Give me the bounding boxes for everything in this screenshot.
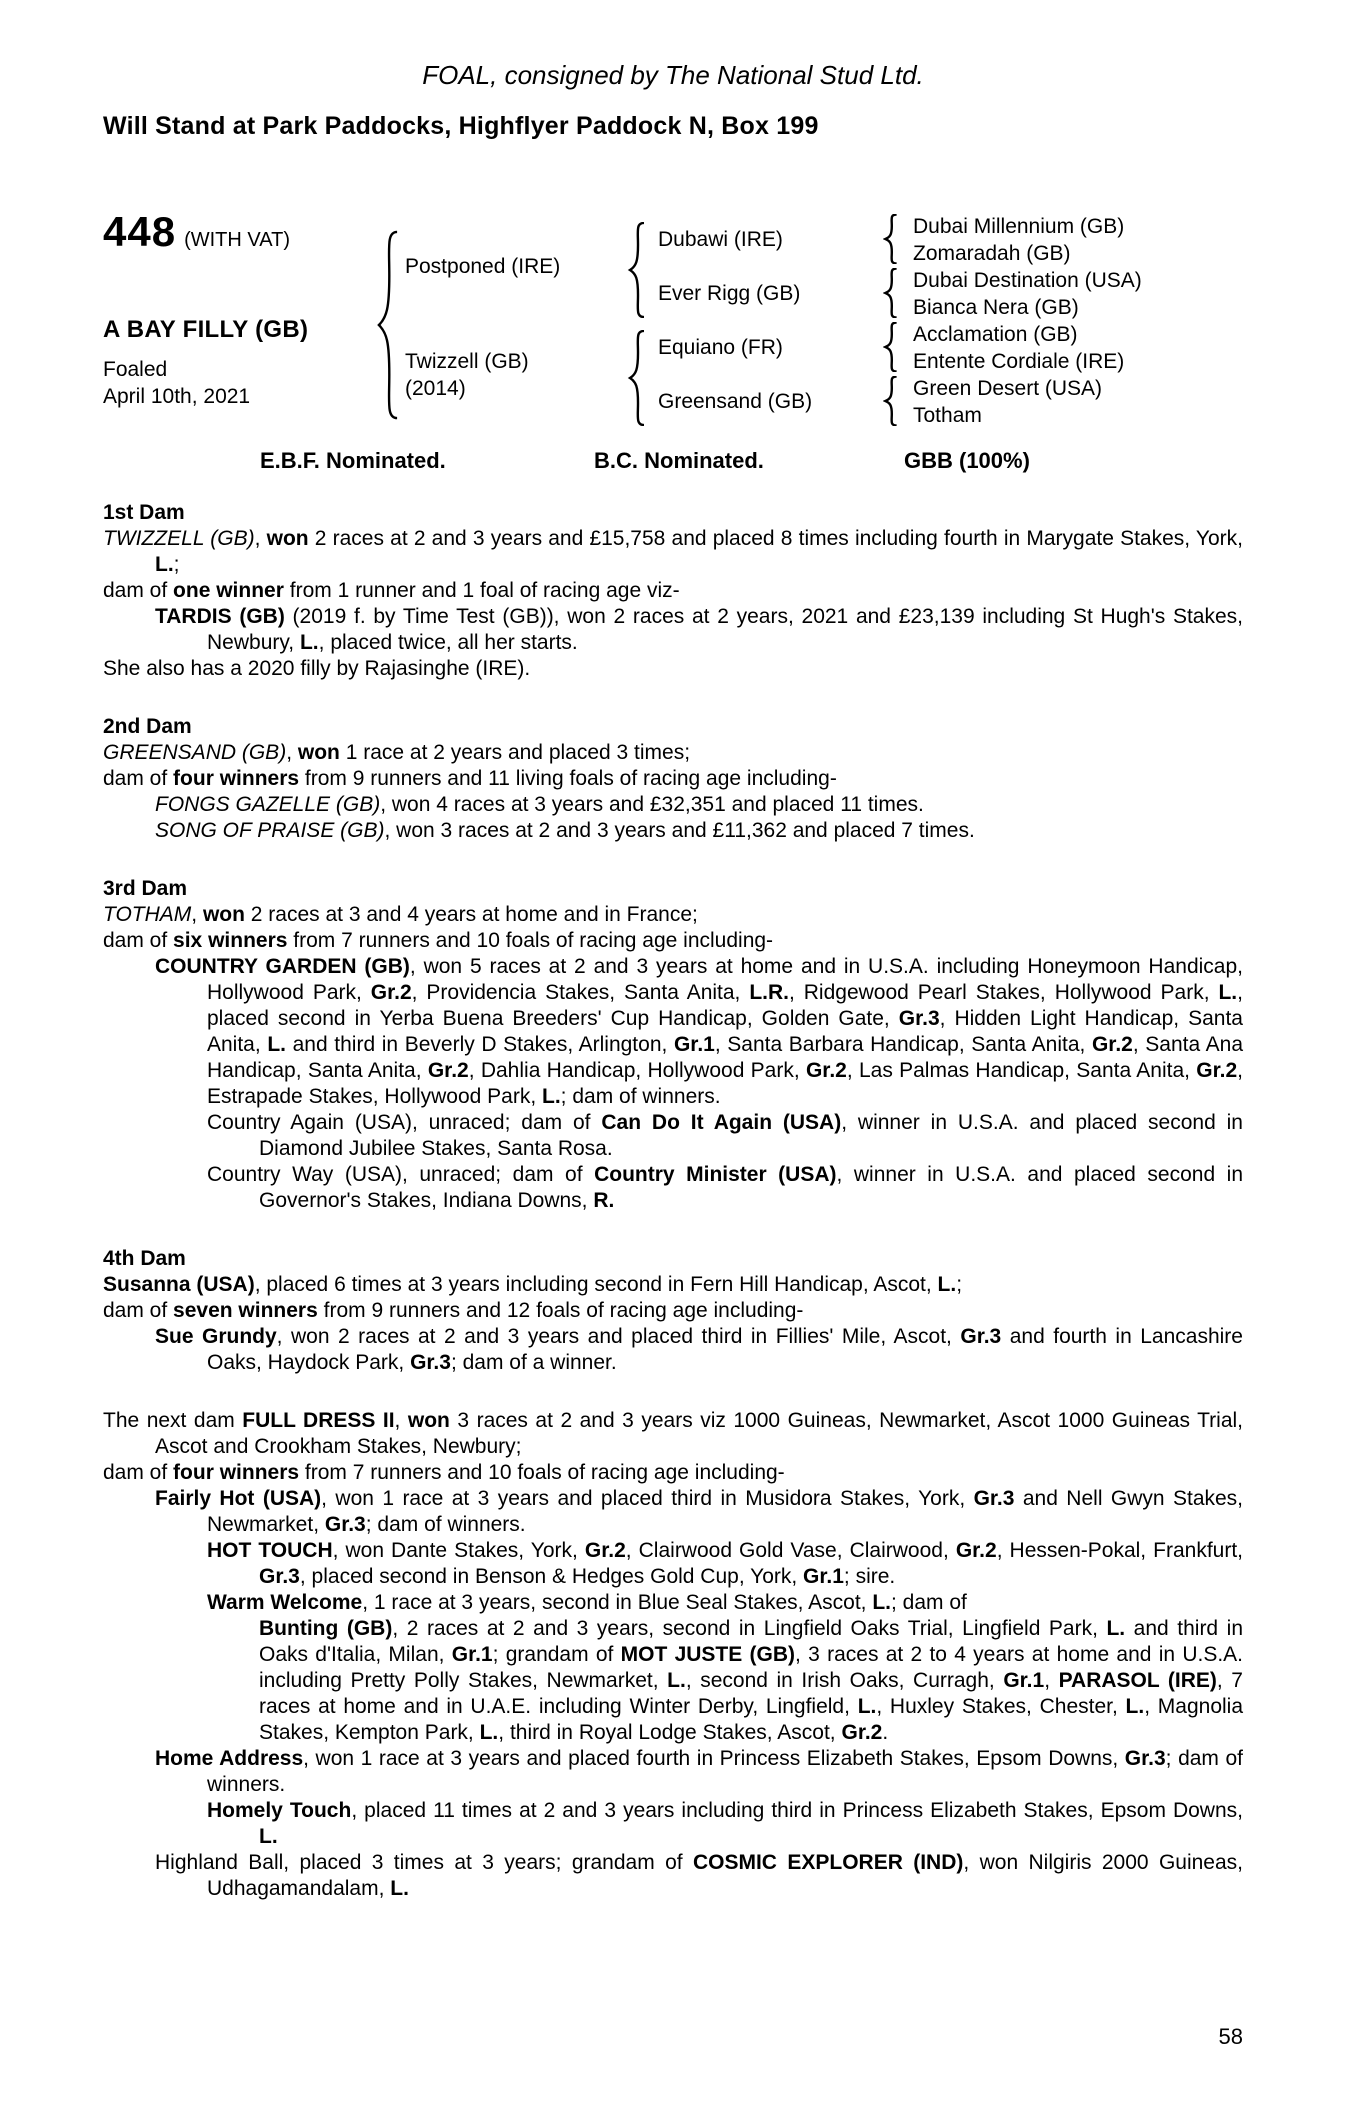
text-run: 2 races at 2 and 3 years and £15,758 and placed 8 times including fourth in Marygate Stakes, York, bbox=[308, 527, 1243, 550]
text-run: , placed 6 times at 3 years including second in Fern Hill Handicap, Ascot, bbox=[254, 1273, 938, 1296]
text-run: , Magnolia Stakes, Kempton Park, bbox=[259, 1695, 1244, 1744]
pedigree-paragraph bbox=[103, 1110, 1243, 1162]
pedigree-brace bbox=[883, 376, 899, 426]
text-run: Gr.3 bbox=[898, 1007, 940, 1030]
text-run: won bbox=[202, 903, 245, 926]
text-run: 2 races at 3 and 4 years at home and in France; bbox=[244, 903, 698, 926]
text-run: , won 5 races at 2 and 3 years at home and in U.S.A. including Honeymoon Handicap, Hollywood Park, bbox=[207, 955, 1243, 1004]
text-run: L. bbox=[872, 1591, 892, 1614]
text-run: , Dahlia Handicap, Hollywood Park, bbox=[468, 1059, 806, 1082]
pedigree-paragraph bbox=[103, 818, 1243, 844]
text-run: Gr.2 bbox=[427, 1059, 469, 1082]
text-run: and fourth in Lancashire Oaks, Haydock Park, bbox=[207, 1325, 1243, 1374]
dam-year: (2014) bbox=[405, 377, 466, 400]
text-run: , bbox=[1044, 1669, 1059, 1692]
text-run: 3 races at 2 and 3 years viz 1000 Guineas, Newmarket, Ascot 1000 Guineas Trial, Ascot and Crookham Stakes, Newbury; bbox=[155, 1409, 1243, 1458]
pedigree-brace bbox=[627, 222, 647, 318]
great-grandparent-name: Bianca Nera (GB) bbox=[913, 296, 1079, 319]
sire-name: Postponed (IRE) bbox=[405, 255, 561, 278]
text-run: Gr.3 bbox=[973, 1487, 1015, 1510]
text-run: TWIZZELL (GB) bbox=[103, 527, 255, 550]
text-run: , won Dante Stakes, York, bbox=[332, 1539, 585, 1562]
great-grandparent-name: Acclamation (GB) bbox=[913, 323, 1078, 346]
text-run: , Providencia Stakes, Santa Anita, bbox=[411, 981, 750, 1004]
text-run: L. bbox=[267, 1033, 286, 1056]
text-run: ; bbox=[173, 553, 180, 576]
text-run: and third in Oaks d'Italia, Milan, bbox=[259, 1617, 1243, 1666]
text-run: FULL DRESS II bbox=[242, 1409, 395, 1432]
pedigree-paragraph bbox=[103, 1408, 1243, 1460]
text-run: Gr.2 bbox=[370, 981, 412, 1004]
text-run: TOTHAM bbox=[103, 903, 192, 926]
catalogue-page bbox=[0, 60, 1346, 1902]
pedigree-brace bbox=[627, 330, 647, 426]
text-run: COSMIC EXPLORER (IND) bbox=[692, 1851, 964, 1874]
text-run: , placed 11 times at 2 and 3 years including third in Princess Elizabeth Stakes, Epsom Downs, bbox=[351, 1799, 1243, 1822]
text-run: Gr.3 bbox=[259, 1565, 300, 1588]
pedigree-paragraph bbox=[103, 1746, 1243, 1798]
text-run: , won Nilgiris 2000 Guineas, Udhagamandalam, bbox=[207, 1851, 1243, 1900]
dam-section-heading: 3rd Dam bbox=[103, 877, 188, 900]
text-run: Gr.2 bbox=[1091, 1033, 1133, 1056]
text-run: , won 2 races at 2 and 3 years and placed third in Fillies' Mile, Ascot, bbox=[276, 1325, 961, 1348]
text-run: SONG OF PRAISE (GB) bbox=[155, 819, 385, 842]
text-run: , bbox=[191, 903, 203, 926]
text-run: , winner in U.S.A. and placed second in Governor's Stakes, Indiana Downs, bbox=[259, 1163, 1244, 1212]
grandparent-name: Ever Rigg (GB) bbox=[658, 282, 801, 305]
text-run: (2019 f. by Time Test (GB)), won 2 races at 2 years, 2021 and £23,139 including St Hugh's Stakes, Newbury, bbox=[207, 605, 1243, 654]
text-run: , 1 race at 3 years, second in Blue Seal Stakes, Ascot, bbox=[362, 1591, 873, 1614]
text-run: Gr.1 bbox=[451, 1643, 493, 1666]
text-run: L. bbox=[155, 553, 174, 576]
text-run: Gr.3 bbox=[324, 1513, 366, 1536]
text-run: Gr.2 bbox=[805, 1059, 847, 1082]
text-run: won bbox=[266, 527, 309, 550]
text-run: , won 1 race at 3 years and placed third in Musidora Stakes, York, bbox=[321, 1487, 974, 1510]
text-run: , placed twice, all her starts. bbox=[318, 631, 578, 654]
text-run: L. bbox=[667, 1669, 686, 1692]
pedigree-paragraph bbox=[103, 1616, 1243, 1746]
pedigree-paragraph bbox=[103, 1486, 1243, 1538]
pedigree-paragraph bbox=[103, 1590, 1243, 1616]
text-run: Homely Touch bbox=[207, 1799, 352, 1822]
text-run: L. bbox=[299, 631, 319, 654]
pedigree-paragraph bbox=[103, 740, 1243, 766]
text-run: L. bbox=[1125, 1695, 1145, 1718]
pedigree-paragraph bbox=[103, 1272, 1243, 1298]
text-run: Gr.2 bbox=[584, 1539, 626, 1562]
text-run: one winner bbox=[173, 579, 284, 602]
text-run: , bbox=[286, 741, 298, 764]
lot-number: 448 bbox=[103, 208, 177, 255]
text-run: , won 4 races at 3 years and £32,351 and placed 11 times. bbox=[380, 793, 924, 816]
text-run: , 3 races at 2 to 4 years at home and in U.S.A. including Pretty Polly Stakes, Newmarket, bbox=[259, 1643, 1243, 1692]
text-run: from 9 runners and 12 foals of racing age including- bbox=[317, 1299, 804, 1322]
text-run: Susanna (USA) bbox=[103, 1273, 255, 1296]
pedigree-paragraph bbox=[103, 766, 1243, 792]
text-run: ; dam of a winner. bbox=[450, 1351, 617, 1374]
text-run: , Clairwood Gold Vase, Clairwood, bbox=[625, 1539, 956, 1562]
text-run: 1 race at 2 years and placed 3 times; bbox=[339, 741, 691, 764]
text-run: from 7 runners and 10 foals of racing age including- bbox=[287, 929, 774, 952]
text-run: Home Address bbox=[155, 1747, 304, 1770]
text-run: four winners bbox=[173, 767, 300, 790]
text-run: four winners bbox=[173, 1461, 300, 1484]
text-run: Gr.1 bbox=[673, 1033, 715, 1056]
dam-section-heading: 2nd Dam bbox=[103, 715, 192, 738]
text-run: , Santa Ana Handicap, Santa Anita, bbox=[207, 1033, 1243, 1082]
text-run: L. bbox=[857, 1695, 877, 1718]
text-run: ; grandam of bbox=[492, 1643, 621, 1666]
text-run: , Hessen-Pokal, Frankfurt, bbox=[996, 1539, 1244, 1562]
dam-section bbox=[103, 1408, 1243, 1902]
grandparent-name: Equiano (FR) bbox=[658, 336, 783, 359]
text-run: ; dam of bbox=[891, 1591, 967, 1614]
text-run: L. bbox=[1218, 981, 1238, 1004]
text-run: FONGS GAZELLE (GB) bbox=[155, 793, 381, 816]
great-grandparent-name: Totham bbox=[913, 404, 982, 427]
text-run: from 7 runners and 10 foals of racing age including- bbox=[299, 1461, 785, 1484]
text-run: Gr.3 bbox=[410, 1351, 451, 1374]
text-run: ; dam of winners. bbox=[207, 1747, 1243, 1796]
text-run: L. bbox=[479, 1721, 499, 1744]
text-run: ; dam of winners. bbox=[365, 1513, 526, 1536]
foaled-date: April 10th, 2021 bbox=[103, 385, 251, 408]
text-run: Fairly Hot (USA) bbox=[155, 1487, 322, 1510]
text-run: L. bbox=[542, 1085, 561, 1108]
text-run: , third in Royal Lodge Stakes, Ascot, bbox=[498, 1721, 842, 1744]
text-run: COUNTRY GARDEN (GB) bbox=[155, 955, 410, 978]
text-run: , Santa Barbara Handicap, Santa Anita, bbox=[714, 1033, 1092, 1056]
text-run: R. bbox=[593, 1189, 615, 1212]
page-number: 58 bbox=[1218, 2024, 1243, 2049]
pedigree-paragraph bbox=[103, 954, 1243, 1110]
text-run: Gr.2 bbox=[955, 1539, 997, 1562]
text-run: seven winners bbox=[173, 1299, 318, 1322]
text-run: The next dam bbox=[103, 1409, 243, 1432]
pedigree-paragraph bbox=[103, 1538, 1243, 1590]
dam-section bbox=[103, 876, 1243, 1214]
nominations-line bbox=[103, 448, 1243, 474]
great-grandparent-name: Zomaradah (GB) bbox=[913, 242, 1071, 265]
text-run: Bunting (GB) bbox=[259, 1617, 393, 1640]
pedigree-brace bbox=[883, 322, 899, 372]
pedigree-paragraph bbox=[103, 1324, 1243, 1376]
text-run: , second in Irish Oaks, Curragh, bbox=[685, 1669, 1004, 1692]
text-run: six winners bbox=[173, 929, 288, 952]
text-run: Gr.1 bbox=[1003, 1669, 1045, 1692]
text-run: , won 1 race at 3 years and placed fourth in Princess Elizabeth Stakes, Epsom Downs, bbox=[303, 1747, 1125, 1770]
grandparent-name: Dubawi (IRE) bbox=[658, 228, 783, 251]
horse-title: A BAY FILLY (GB) bbox=[103, 316, 309, 343]
text-run: Gr.3 bbox=[1124, 1747, 1166, 1770]
text-run: Highland Ball, placed 3 times at 3 years; grandam of bbox=[155, 1851, 693, 1874]
dam-name: Twizzell (GB) bbox=[405, 350, 529, 373]
ebf-nominated: E.B.F. Nominated. bbox=[260, 448, 446, 473]
consignor-title: FOAL, consigned by The National Stud Ltd. bbox=[422, 60, 924, 90]
pedigree-paragraph bbox=[103, 792, 1243, 818]
text-run: , placed second in Benson & Hedges Gold Cup, York, bbox=[299, 1565, 804, 1588]
text-run: MOT JUSTE (GB) bbox=[620, 1643, 796, 1666]
text-run: dam of bbox=[103, 767, 174, 790]
text-run: dam of bbox=[103, 1461, 174, 1484]
text-run: and third in Beverly D Stakes, Arlington, bbox=[286, 1033, 674, 1056]
text-run: Can Do It Again (USA) bbox=[601, 1111, 842, 1134]
pedigree-paragraph bbox=[103, 1850, 1243, 1902]
text-run: Gr.2 bbox=[841, 1721, 883, 1744]
gbb-note: GBB (100%) bbox=[904, 448, 1030, 473]
text-run: L. bbox=[390, 1877, 409, 1900]
text-run: , Hidden Light Handicap, Santa Anita, bbox=[207, 1007, 1243, 1056]
text-run: from 9 runners and 11 living foals of racing age including- bbox=[299, 767, 837, 790]
pedigree-table bbox=[103, 206, 1243, 438]
pedigree-paragraph bbox=[103, 604, 1243, 656]
foaled-label: Foaled bbox=[103, 358, 168, 381]
text-run: dam of bbox=[103, 579, 174, 602]
dam-section bbox=[103, 500, 1243, 682]
pedigree-paragraph bbox=[103, 928, 1243, 954]
vat-note: (WITH VAT) bbox=[184, 229, 290, 251]
text-run: , Ridgewood Pearl Stakes, Hollywood Park, bbox=[789, 981, 1219, 1004]
text-run: . bbox=[882, 1721, 889, 1744]
text-run: Gr.1 bbox=[803, 1565, 844, 1588]
text-run: L. bbox=[937, 1273, 957, 1296]
text-run: , Estrapade Stakes, Hollywood Park, bbox=[207, 1059, 1243, 1108]
text-run: ; dam of winners. bbox=[560, 1085, 721, 1108]
text-run: , placed second in Yerba Buena Breeders' Cup Handicap, Golden Gate, bbox=[207, 981, 1243, 1030]
text-run: , 7 races at home and in U.A.E. including Winter Derby, Lingfield, bbox=[259, 1669, 1243, 1718]
pedigree-paragraph bbox=[103, 1298, 1243, 1324]
dam-section bbox=[103, 714, 1243, 844]
text-run: , bbox=[394, 1409, 408, 1432]
text-run: and Nell Gwyn Stakes, Newmarket, bbox=[207, 1487, 1244, 1536]
text-run: dam of bbox=[103, 1299, 174, 1322]
text-run: Sue Grundy bbox=[155, 1325, 277, 1348]
dam-section bbox=[103, 1246, 1243, 1376]
pedigree-paragraph bbox=[103, 1798, 1243, 1850]
pedigree-paragraph bbox=[103, 578, 1243, 604]
stand-location: Will Stand at Park Paddocks, Highflyer Paddock N, Box 199 bbox=[103, 112, 819, 140]
text-run: Country Minister (USA) bbox=[594, 1163, 837, 1186]
text-run: won bbox=[297, 741, 340, 764]
pedigree-paragraph bbox=[103, 526, 1243, 578]
pedigree-paragraph bbox=[103, 902, 1243, 928]
text-run: ; bbox=[956, 1273, 963, 1296]
text-run: Warm Welcome bbox=[207, 1591, 363, 1614]
lot-header bbox=[103, 208, 290, 256]
text-run: Gr.3 bbox=[960, 1325, 1002, 1348]
text-run: , won 3 races at 2 and 3 years and £11,362 and placed 7 times. bbox=[384, 819, 975, 842]
pedigree-paragraph bbox=[103, 1162, 1243, 1214]
pedigree-paragraph bbox=[103, 1460, 1243, 1486]
great-grandparent-name: Entente Cordiale (IRE) bbox=[913, 350, 1125, 373]
text-run: L. bbox=[1106, 1617, 1126, 1640]
text-run: PARASOL (IRE) bbox=[1058, 1669, 1217, 1692]
text-run: from 1 runner and 1 foal of racing age viz- bbox=[283, 579, 680, 602]
text-run: She also has a 2020 filly by Rajasinghe (IRE). bbox=[103, 657, 531, 680]
great-grandparent-name: Green Desert (USA) bbox=[913, 377, 1103, 400]
text-run: , 2 races at 2 and 3 years, second in Lingfield Oaks Trial, Lingfield Park, bbox=[392, 1617, 1107, 1640]
text-run: HOT TOUCH bbox=[207, 1539, 333, 1562]
dam-section-heading: 4th Dam bbox=[103, 1247, 186, 1270]
text-run: ; sire. bbox=[843, 1565, 896, 1588]
pedigree-brace bbox=[375, 230, 401, 420]
dam-section-heading: 1st Dam bbox=[103, 501, 185, 524]
text-run: , winner in U.S.A. and placed second in Diamond Jubilee Stakes, Santa Rosa. bbox=[259, 1111, 1243, 1160]
text-run: , Huxley Stakes, Chester, bbox=[876, 1695, 1126, 1718]
pedigree-paragraph bbox=[103, 656, 1243, 682]
text-run: Country Way (USA), unraced; dam of bbox=[207, 1163, 595, 1186]
text-run: dam of bbox=[103, 929, 174, 952]
great-grandparent-name: Dubai Millennium (GB) bbox=[913, 215, 1125, 238]
text-run: , bbox=[254, 527, 267, 550]
pedigree-brace bbox=[883, 214, 899, 264]
text-run: won bbox=[407, 1409, 450, 1432]
text-run: TARDIS (GB) bbox=[155, 605, 285, 628]
pedigree-brace bbox=[883, 268, 899, 318]
text-run: , Las Palmas Handicap, Santa Anita, bbox=[846, 1059, 1197, 1082]
grandparent-name: Greensand (GB) bbox=[658, 390, 813, 413]
text-run: Gr.2 bbox=[1196, 1059, 1238, 1082]
text-run: L. bbox=[259, 1825, 278, 1848]
pedigree-text bbox=[103, 500, 1243, 1902]
text-run: L.R. bbox=[749, 981, 789, 1004]
bc-nominated: B.C. Nominated. bbox=[594, 448, 764, 473]
text-run: Country Again (USA), unraced; dam of bbox=[207, 1111, 602, 1134]
text-run: GREENSAND (GB) bbox=[103, 741, 287, 764]
great-grandparent-name: Dubai Destination (USA) bbox=[913, 269, 1142, 292]
